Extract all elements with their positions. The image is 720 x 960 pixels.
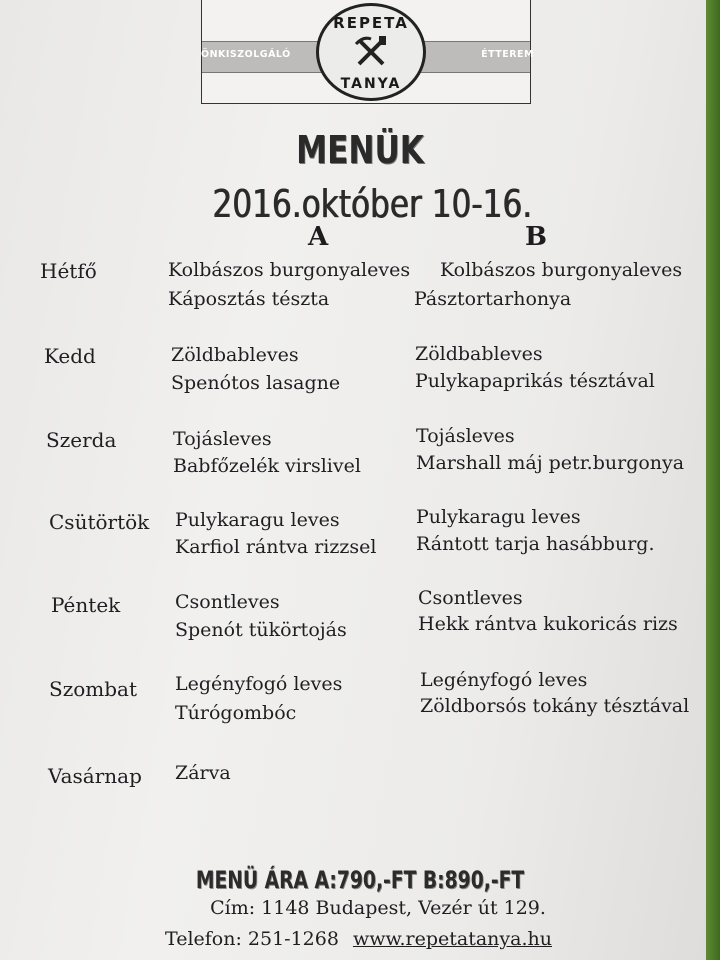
menu-b-soup: Legényfogó leves	[420, 669, 588, 691]
menu-b-main: Marshall máj petr.burgonya	[416, 452, 685, 474]
logo-right-text: ÉTTEREM	[481, 49, 534, 60]
menu-b-main: Pásztortarhonya	[414, 288, 572, 310]
logo-emblem	[316, 3, 426, 101]
green-background-edge	[706, 0, 720, 960]
column-header-a: A	[308, 222, 329, 252]
day-label: Kedd	[44, 344, 96, 368]
menu-b-soup: Tojásleves	[416, 425, 515, 447]
menu-a-main: Túrógombóc	[175, 702, 297, 724]
day-label: Szerda	[46, 428, 117, 452]
menu-a-main: Spenót tükörtojás	[175, 619, 347, 641]
menu-b-soup: Csontleves	[418, 587, 523, 609]
day-label: Péntek	[51, 593, 121, 617]
menu-a-soup: Kolbászos burgonyaleves	[168, 259, 411, 281]
logo-left-text: ÖNKISZOLGÁLÓ	[201, 49, 291, 60]
logo-name-bottom: TANYA	[340, 76, 402, 92]
page-title: MENÜK	[296, 128, 424, 172]
menu-a-main: Spenótos lasagne	[171, 372, 341, 394]
menu-a-soup: Zöldbableves	[171, 344, 299, 366]
menu-price: MENÜ ÁRA A:790,-FT B:890,-FT	[195, 866, 525, 894]
menu-a-soup: Csontleves	[175, 591, 280, 613]
day-label: Szombat	[49, 677, 138, 701]
day-label: Hétfő	[40, 259, 97, 283]
menu-a-soup: Legényfogó leves	[175, 673, 343, 695]
menu-a-soup: Pulykaragu leves	[175, 509, 340, 531]
phone-number: Telefon: 251-1268	[165, 928, 339, 950]
menu-b-main: Rántott tarja hasábburg.	[416, 533, 655, 555]
date-range: 2016.október 10-16.	[212, 182, 532, 226]
menu-b-main: Zöldborsós tokány tésztával	[420, 695, 690, 717]
website-link: www.repetatanya.hu	[352, 928, 552, 950]
menu-a-closed: Zárva	[175, 762, 231, 784]
menu-b-main: Hekk rántva kukoricás rizs	[418, 613, 678, 635]
logo-name-top: REPETA	[333, 14, 409, 32]
menu-a-soup: Tojásleves	[173, 428, 272, 450]
menu-b-main: Pulykapaprikás tésztával	[415, 370, 655, 392]
menu-b-soup: Zöldbableves	[415, 343, 543, 365]
restaurant-address: Cím: 1148 Budapest, Vezér út 129.	[210, 897, 546, 919]
menu-a-main: Babfőzelék virslivel	[173, 455, 361, 477]
menu-b-soup: Kolbászos burgonyaleves	[440, 259, 683, 281]
menu-a-main: Karfiol rántva rizzsel	[175, 536, 377, 558]
crossed-tools-icon	[353, 34, 389, 70]
menu-a-main: Káposztás tészta	[168, 288, 330, 310]
column-header-b: B	[525, 222, 547, 252]
day-label: Vasárnap	[48, 764, 142, 788]
day-label: Csütörtök	[49, 510, 150, 534]
restaurant-logo	[201, 0, 534, 104]
menu-b-soup: Pulykaragu leves	[416, 506, 581, 528]
contact-line	[165, 928, 552, 950]
